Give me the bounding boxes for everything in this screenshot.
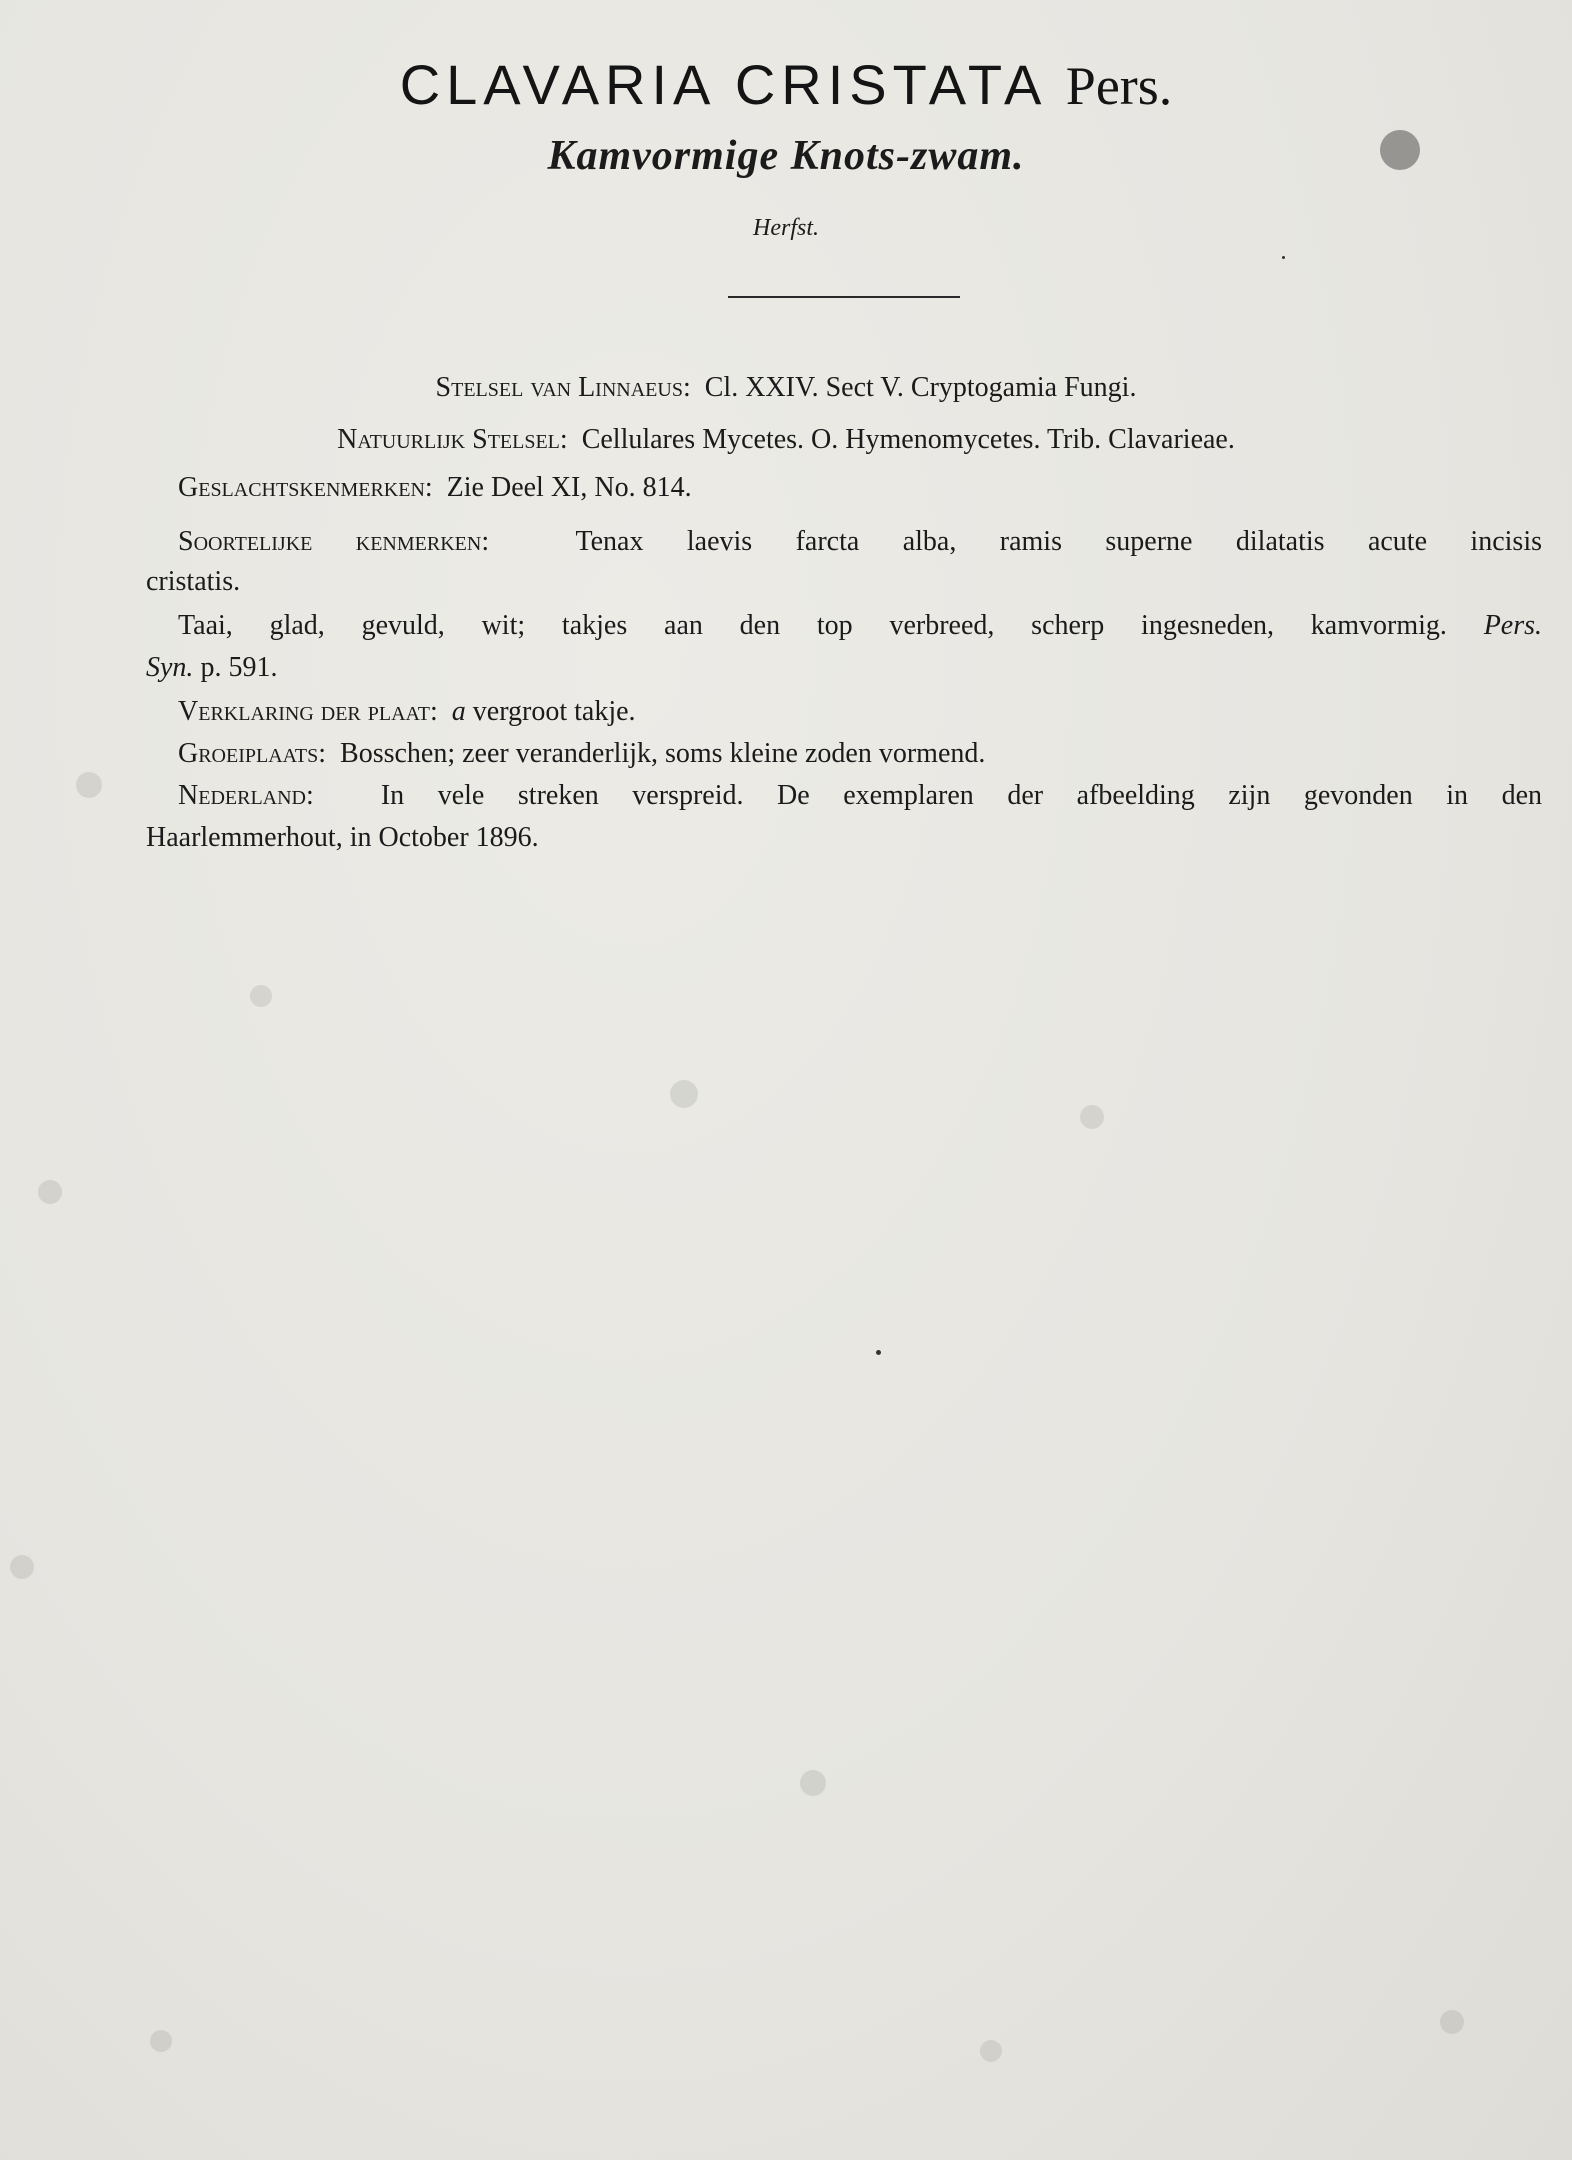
page-title <box>0 52 1572 117</box>
verklaring-line: Verklaring der plaat: a vergroot takje. <box>178 696 636 727</box>
nederland-text-2: Haarlemmerhout, in October 1896. <box>146 822 539 853</box>
dutch-desc-line-1 <box>178 610 1542 642</box>
geslacht-text: Zie Deel XI, No. 814. <box>446 472 692 503</box>
soort-label: Soortelijke kenmerken <box>178 526 482 557</box>
geslacht-label: Geslachtskenmerken <box>178 472 425 503</box>
groeiplaats-label: Groeiplaats <box>178 738 319 769</box>
natuurlijk-line: Natuurlijk Stelsel: Cellulares Mycetes. O. Hymenomycetes. Trib. Clavarieae. <box>337 424 1235 455</box>
groeiplaats-text: Bosschen; zeer veranderlijk, soms kleine zoden vormend. <box>340 738 986 769</box>
paper-stain <box>980 2040 1002 2062</box>
groeiplaats-line: Groeiplaats: Bosschen; zeer veranderlijk, soms kleine zoden vormend. <box>178 738 986 769</box>
dutch-desc-2-ref: Syn. <box>146 652 194 683</box>
paper-stain <box>10 1555 34 1579</box>
verklaring-letter: a <box>451 696 466 727</box>
soort-line-2 <box>146 566 240 598</box>
natuurlijk-label: Natuurlijk Stelsel <box>337 424 560 455</box>
dutch-common-name: Kamvormige Knots-zwam. <box>547 133 1025 179</box>
season-label: Herfst. <box>753 215 819 241</box>
nederland-line-2 <box>146 822 539 854</box>
title-divider <box>728 296 960 298</box>
ink-dot <box>1282 256 1285 259</box>
verklaring-label: Verklaring der plaat <box>178 696 430 727</box>
natuurlijk-text: Cellulares Mycetes. O. Hymenomycetes. Trib. Clavarieae. <box>581 424 1235 455</box>
dutch-desc-line-2 <box>146 652 277 684</box>
linnaeus-line: Stelsel van Linnaeus: Cl. XXIV. Sect V. Cryptogamia Fungi. <box>435 372 1137 403</box>
paper-stain <box>250 985 272 1007</box>
paper-stain <box>150 2030 172 2052</box>
nederland-label: Nederland <box>178 780 306 811</box>
dutch-desc-1: Taai, glad, gevuld, wit; takjes aan den top verbreed, scherp ingesneden, kamvormig. <box>178 610 1447 641</box>
ink-dot <box>876 1350 881 1355</box>
paper-stain <box>800 1770 826 1796</box>
soort-text-2: cristatis. <box>146 566 241 597</box>
species-name: CLAVARIA CRISTATA <box>399 53 1045 116</box>
paper-stain <box>76 772 102 798</box>
paper-stain <box>1080 1105 1104 1129</box>
soort-line-1: Soortelijke kenmerken: Tenax laevis farcta alba, ramis superne dilatatis acute incisis <box>178 526 1542 557</box>
verklaring-text: vergroot takje. <box>472 696 636 727</box>
nederland-text-1: In vele streken verspreid. De exemplaren der afbeelding zijn gevonden in den <box>380 780 1543 811</box>
paper-stain <box>38 1180 62 1204</box>
geslacht-line: Geslachtskenmerken: Zie Deel XI, No. 814. <box>178 472 692 503</box>
linnaeus-label: Stelsel van Linnaeus <box>435 372 683 403</box>
paper-stain <box>1440 2010 1464 2034</box>
dutch-desc-2: p. 591. <box>200 652 278 683</box>
soort-text-1: Tenax laevis farcta alba, ramis superne dilatatis acute incisis <box>575 526 1542 557</box>
paper-stain <box>670 1080 698 1108</box>
dutch-desc-ref: Pers. <box>1483 610 1543 641</box>
nederland-line-1: Nederland: In vele streken verspreid. De exemplaren der afbeelding zijn gevonden in den <box>178 780 1543 811</box>
linnaeus-text: Cl. XXIV. Sect V. Cryptogamia Fungi. <box>704 372 1137 403</box>
species-author: Pers. <box>1065 56 1173 116</box>
